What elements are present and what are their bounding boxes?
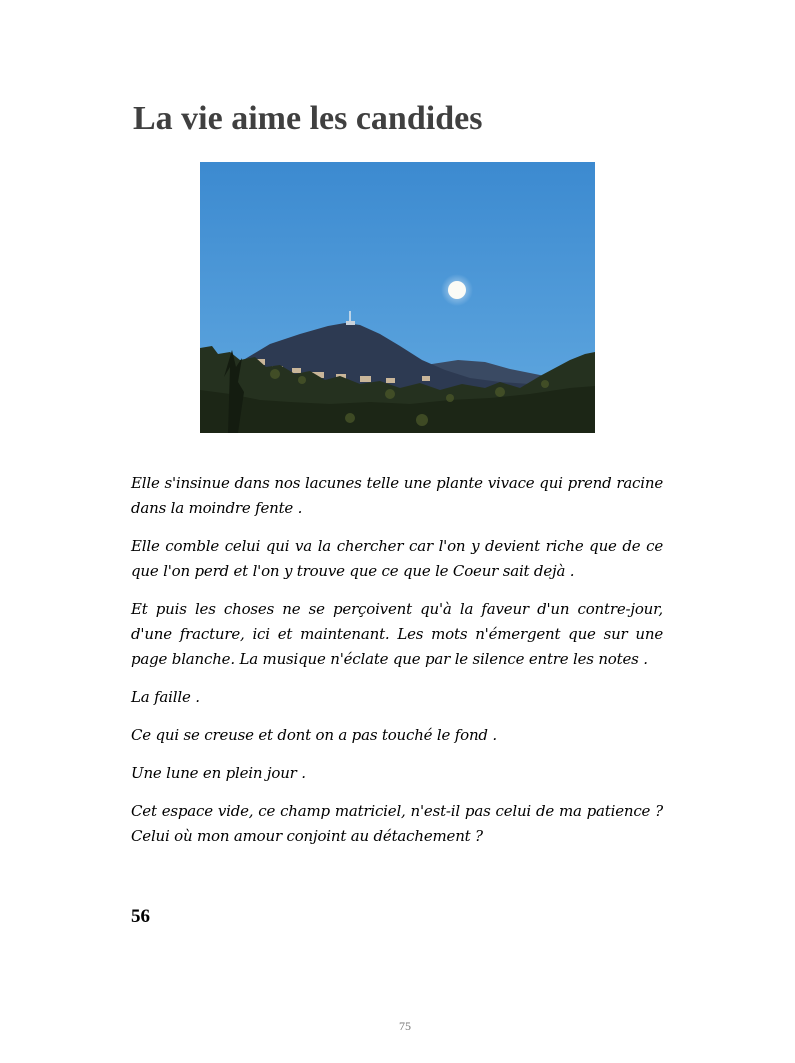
moon-over-mountain-photo xyxy=(200,162,595,433)
paragraph: Elle comble celui qui va la chercher car l'on y devient riche que de ce que l'on perd et l'on y trouve que ce que le Coeur sait dejà . xyxy=(131,537,663,580)
paragraph: La faille . xyxy=(131,688,200,706)
body-text xyxy=(131,471,663,862)
paragraph: Elle s'insinue dans nos lacunes telle une plante vivace qui prend racine dans la moindre fente . xyxy=(131,474,663,517)
paragraph: Et puis les choses ne se perçoivent qu'à la faveur d'un contre-jour, d'une fracture, ici et maintenant. Les mots n'émergent que sur une page blanche. La musique n'éclate que par le silence entre les notes . xyxy=(131,600,663,668)
summit-building xyxy=(346,321,355,325)
section-number: 56 xyxy=(131,906,150,927)
moon xyxy=(448,281,466,299)
page-title: La vie aime les candides xyxy=(133,100,483,137)
folio-page-number: 75 xyxy=(399,1019,411,1033)
paragraph: Cet espace vide, ce champ matriciel, n'est-il pas celui de ma patience ? Celui où mon amour conjoint au détachement ? xyxy=(131,802,663,845)
paragraph: Une lune en plein jour . xyxy=(131,764,306,782)
paragraph: Ce qui se creuse et dont on a pas touché le fond . xyxy=(131,726,497,744)
